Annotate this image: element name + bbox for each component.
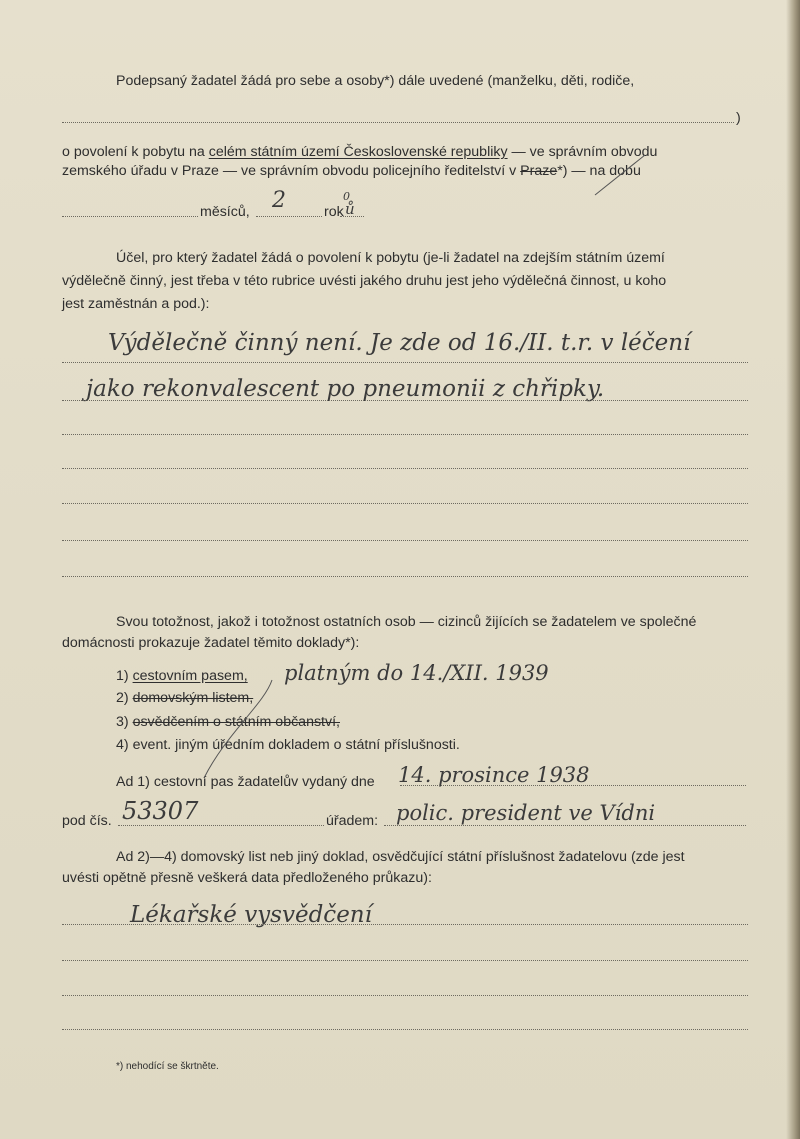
dotted-line-passport-number — [118, 825, 324, 826]
footnote: *) nehodící se škrtněte. — [116, 1061, 219, 1072]
dotted-line-purpose-7 — [62, 576, 748, 577]
doc-item-4: 4) event. jiným úředním dokladem o státní příslušnosti. — [116, 737, 460, 753]
years-label: rok — [324, 204, 344, 220]
passport-number-label: pod čís. — [62, 813, 112, 829]
hw-passport-office: polic. president ve Vídni — [396, 801, 656, 825]
hw-purpose-line-1: Výdělečně činný není. Je zde od 16./II. t.r. v léčení — [108, 330, 691, 356]
dotted-line-purpose-3 — [62, 434, 748, 435]
dotted-line-other-2 — [62, 960, 748, 961]
dotted-line-other-1 — [62, 924, 748, 925]
dotted-line-purpose-1 — [62, 362, 748, 363]
identity-line-1: Svou totožnost, jakož i totožnost ostatních osob — cizinců žijících se žadatelem ve společné — [116, 614, 697, 630]
other-docs-line-1: Ad 2)—4) domovský list neb jiný doklad, osvědčující státní příslušnost žadatelovu (zde jest — [116, 849, 685, 865]
doc-item-2: 2) domovským listem, — [116, 690, 254, 706]
hw-other-docs-line-1: Lékařské vysvědčení — [130, 902, 372, 928]
hw-passport-date: 14. prosince 1938 — [398, 763, 590, 787]
identity-line-2: domácnosti prokazuje žadatel těmito doklady*): — [62, 635, 360, 651]
dotted-line-other-3 — [62, 995, 748, 996]
dotted-line-purpose-4 — [62, 468, 748, 469]
purpose-line-1: Účel, pro který žadatel žádá o povolení k pobytu (je-li žadatel na zdejším státním území — [116, 250, 665, 266]
purpose-line-2: výdělečně činný, jest třeba v této rubrice uvésti jakého druhu jest jeho výdělečná činnost, u koho — [62, 273, 667, 289]
intro-line-1: Podepsaný žadatel žádá pro sebe a osoby*) dále uvedené (manželku, děti, rodiče, — [116, 73, 635, 89]
doc-item-3: 3) osvědčením o státním občanství, — [116, 714, 340, 730]
intro-line-2: o povolení k pobytu na celém státním území Československé republiky — ve správním obvodu — [62, 144, 658, 160]
strike-stroke-documents — [186, 674, 286, 784]
months-label: měsíců, — [200, 204, 250, 220]
passport-office-label: úřadem: — [326, 813, 379, 829]
hw-passport-number: 53307 — [122, 797, 199, 825]
hw-years-sup: 0 — [343, 190, 350, 203]
doc-item-1: 1) cestovním pasem, — [116, 668, 248, 684]
hw-passport-validity: platným do 14./XII. 1939 — [284, 661, 549, 685]
dotted-line-purpose-6 — [62, 540, 748, 541]
purpose-line-3: jest zaměstnán a pod.): — [62, 296, 210, 312]
struck-praha: Praze — [520, 163, 558, 179]
page-edge-shadow — [786, 0, 800, 1139]
dotted-line-months-a — [62, 216, 198, 217]
hw-purpose-line-2: jako rekonvalescent po pneumonii z chřipky. — [86, 376, 605, 402]
dotted-line-months-b — [256, 216, 322, 217]
hw-months-value: 2 — [272, 188, 286, 213]
dotted-line-passport-date — [400, 785, 746, 786]
dotted-line-purpose-5 — [62, 503, 748, 504]
intro-line-3: zemského úřadu v Praze — ve správním obvodu policejního ředitelství v Praze*) — na dobu — [62, 163, 641, 179]
strike-stroke — [590, 150, 650, 200]
struck-territory: celém státním území Československé republiky — [208, 144, 508, 160]
dotted-line-passport-office — [384, 825, 746, 826]
hw-years-suffix: ů — [345, 200, 355, 218]
dotted-line-relatives — [62, 122, 734, 123]
passport-date-label: Ad 1) cestovní pas žadatelův vydaný dne — [116, 774, 375, 790]
dotted-line-other-4 — [62, 1029, 748, 1030]
dotted-line-years — [340, 216, 364, 217]
other-docs-line-2: uvésti opětně přesně veškerá data předloženého průkazu): — [62, 870, 432, 886]
dotted-line-purpose-2 — [62, 400, 748, 401]
close-paren: ) — [736, 110, 741, 126]
